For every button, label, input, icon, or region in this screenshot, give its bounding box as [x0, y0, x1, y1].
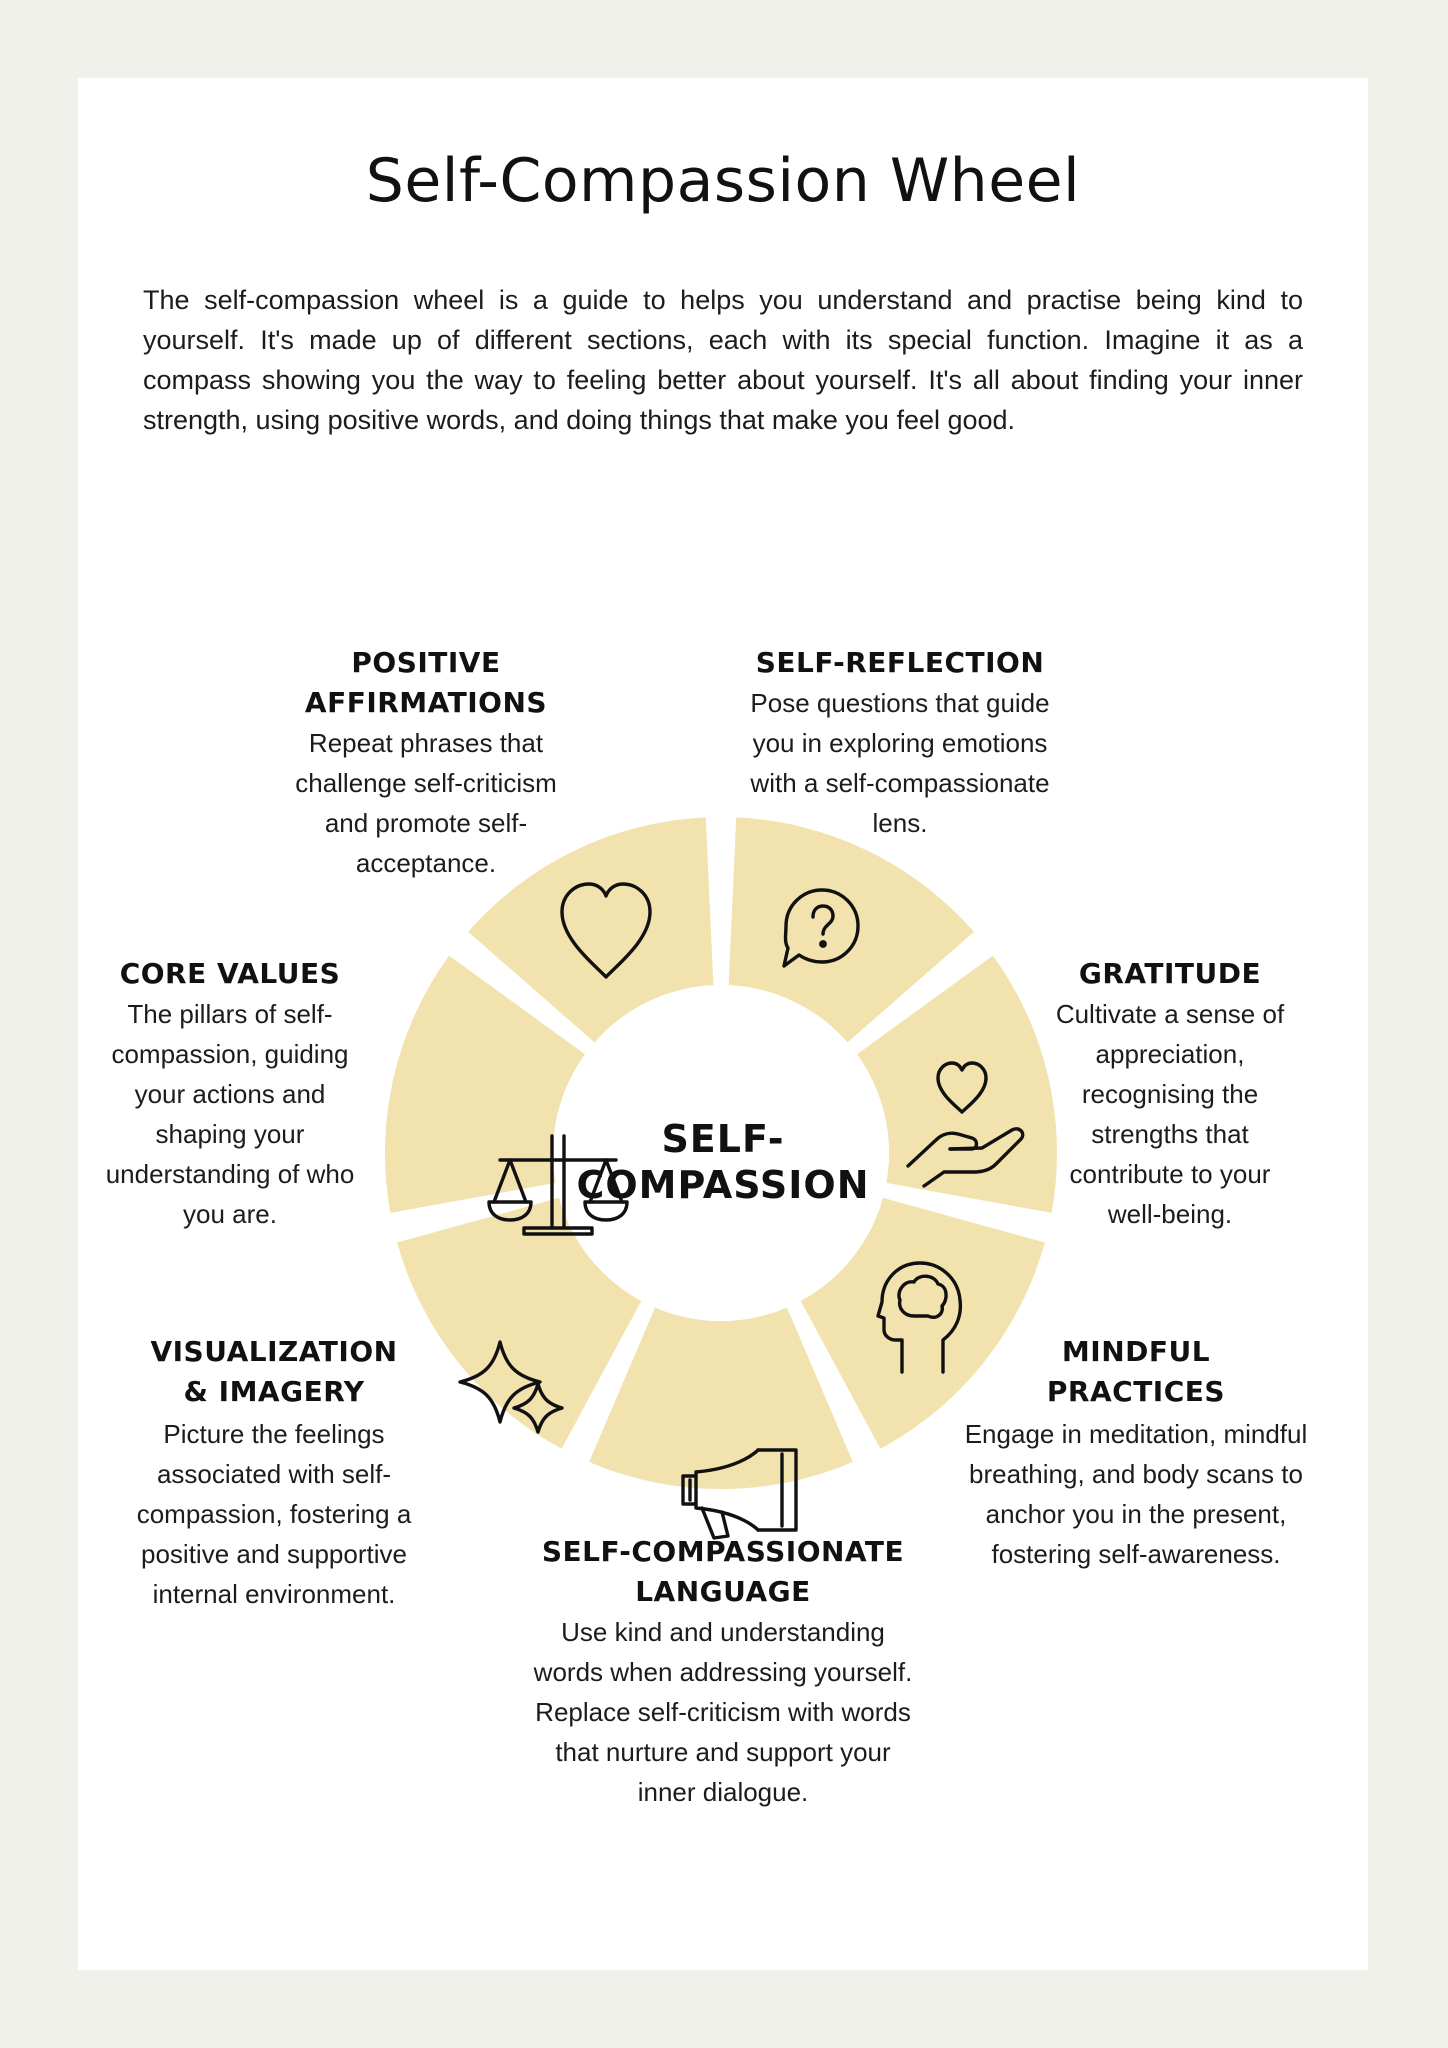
section-text: Picture the feelings associated with self-compassion, fostering a positive and supportive internal environment.: [136, 1419, 412, 1609]
section-heading-line2: LANGUAGE: [635, 1575, 811, 1608]
section-heading-line1: VISUALIZATION: [150, 1335, 398, 1368]
section-core-values: [100, 954, 360, 1234]
section-text: Repeat phrases that challenge self-criticism and promote self-acceptance.: [295, 728, 557, 878]
section-visualization-imagery: [114, 1332, 434, 1614]
page-title: Self-Compassion Wheel: [365, 146, 1081, 216]
section-text: Pose questions that guide you in exploring emotions with a self-compassionate lens.: [750, 688, 1050, 838]
section-text: Engage in meditation, mindful breathing, and body scans to anchor you in the present, fostering self-awareness.: [964, 1419, 1308, 1569]
section-self-compassionate-language: [528, 1532, 918, 1812]
section-heading: CORE VALUES: [119, 957, 341, 990]
segment-self-compassionate-language: [589, 1308, 853, 1489]
section-heading-line1: SELF-COMPASSIONATE: [541, 1535, 905, 1568]
center-label-line2: COMPASSION: [576, 1163, 870, 1207]
section-heading-line2: & IMAGERY: [183, 1375, 365, 1408]
section-self-reflection: [730, 643, 1070, 843]
section-mindful-practices: [956, 1332, 1316, 1574]
center-label-line1: SELF-: [661, 1117, 785, 1161]
section-heading: POSITIVE AFFIRMATIONS: [304, 646, 548, 719]
page: [78, 78, 1368, 1970]
section-heading: SELF-REFLECTION: [755, 646, 1045, 679]
intro-paragraph: The self-compassion wheel is a guide to helps you understand and practise being kind to yourself. It's made up of different sections, each with its special function. Imagine it as a compass showing you the way to feeling better about yourself. It's all about finding your inner strength, using positive words, and doing things that make you feel good.: [143, 285, 1303, 435]
section-gratitude: [1040, 954, 1300, 1234]
section-text: Cultivate a sense of appreciation, recognising the strengths that contribute to your well-being.: [1055, 999, 1285, 1229]
section-heading-line1: MINDFUL: [1061, 1335, 1211, 1368]
section-text: The pillars of self-compassion, guiding your actions and shaping your understanding of who you are.: [105, 999, 355, 1229]
center-label: [553, 1116, 893, 1208]
section-heading-line2: PRACTICES: [1046, 1375, 1226, 1408]
section-positive-affirmations: [251, 643, 601, 883]
section-heading: GRATITUDE: [1078, 957, 1262, 990]
section-text: Use kind and understanding words when addressing yourself. Replace self-criticism with words that nurture and support your inner dialogue.: [533, 1617, 913, 1807]
